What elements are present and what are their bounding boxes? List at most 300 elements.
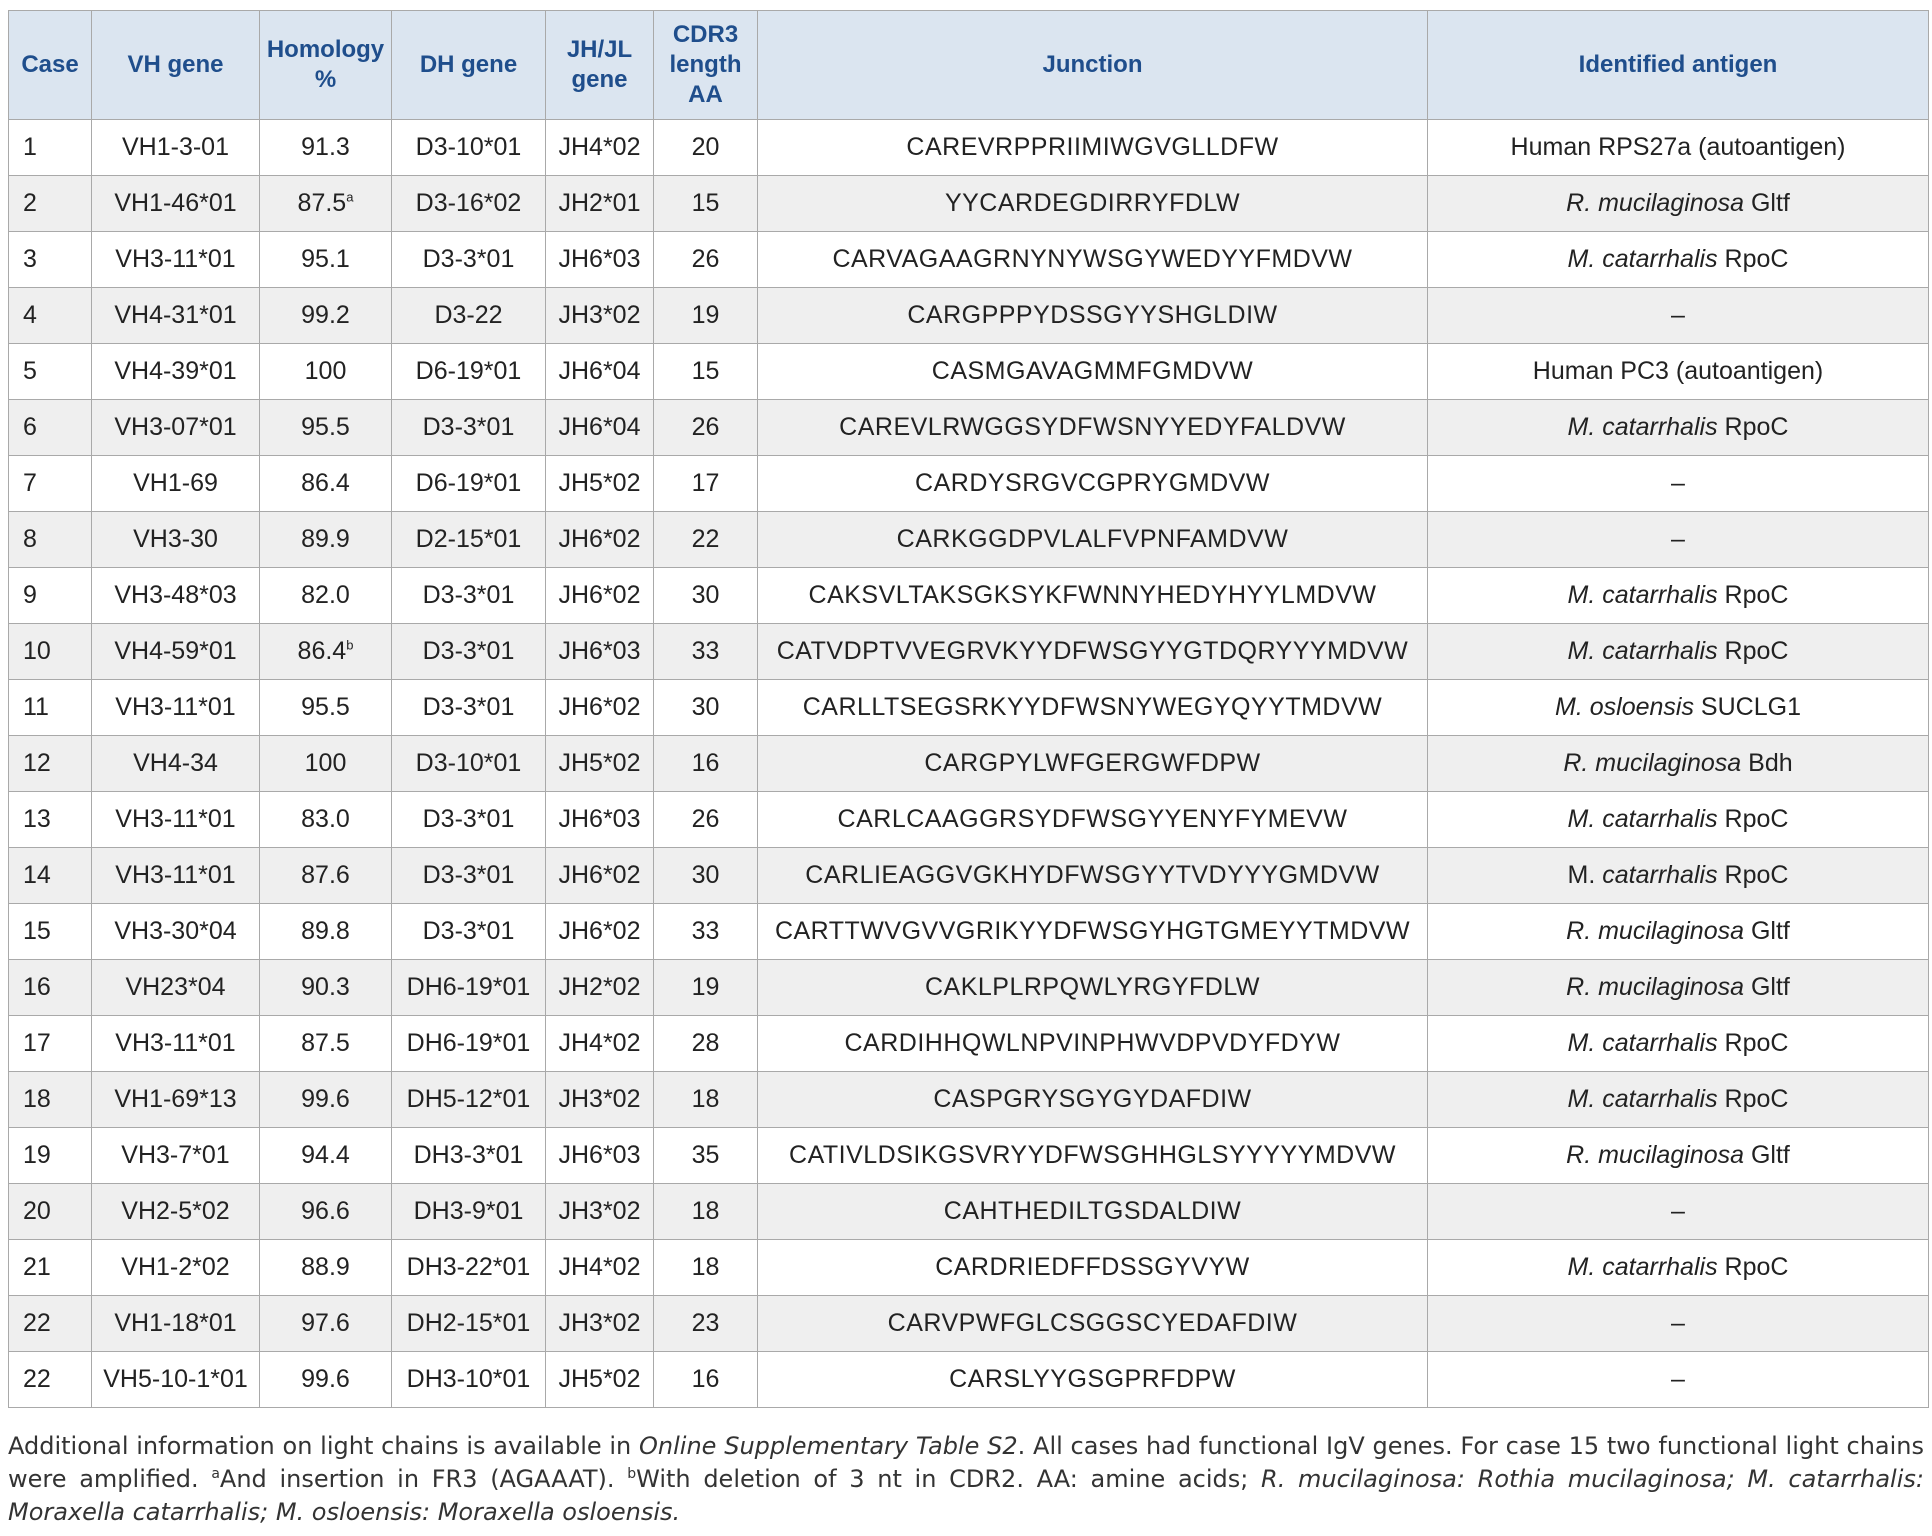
- jh-gene-cell: JH6*04: [546, 344, 654, 400]
- antigen-name: Bdh: [1741, 749, 1793, 777]
- dh-gene-cell: D3-3*01: [392, 624, 546, 680]
- table-row: [9, 1016, 1929, 1072]
- antigen-cell: [1428, 1016, 1929, 1072]
- dh-gene-cell: D3-10*01: [392, 120, 546, 176]
- homology-footnote-marker: a: [346, 189, 354, 205]
- homology-value: 90.3: [301, 973, 350, 1001]
- junction-cell: CAKSVLTAKSGKSYKFWNNYHEDYHYYLMDVW: [758, 568, 1428, 624]
- case-cell: 12: [9, 736, 92, 792]
- case-cell: 4: [9, 288, 92, 344]
- dh-gene-cell: D3-3*01: [392, 904, 546, 960]
- vh-gene-cell: VH3-7*01: [92, 1128, 260, 1184]
- header-label-line: %: [314, 66, 337, 93]
- antigen-organism: R. mucilaginosa: [1566, 1141, 1744, 1169]
- case-cell: 2: [9, 176, 92, 232]
- homology-value: 99.2: [301, 301, 350, 329]
- cdr3-length-cell: 26: [654, 400, 758, 456]
- jh-gene-cell: JH5*02: [546, 456, 654, 512]
- vh-gene-cell: VH3-48*03: [92, 568, 260, 624]
- table-row: [9, 1352, 1929, 1408]
- cdr3-length-cell: 35: [654, 1128, 758, 1184]
- junction-cell: CARTTWVGVVGRIKYYDFWSGYHGTGMEYYTMDVW: [758, 904, 1428, 960]
- homology-footnote-marker: b: [346, 637, 354, 653]
- antigen-name: RpoC: [1717, 637, 1789, 665]
- homology-cell: [260, 120, 392, 176]
- table-row: [9, 176, 1929, 232]
- antigen-name: Human PC3 (autoantigen): [1532, 357, 1824, 385]
- vh-gene-cell: VH1-18*01: [92, 1296, 260, 1352]
- table-row: [9, 232, 1929, 288]
- cdr3-length-cell: 16: [654, 1352, 758, 1408]
- header-case: [9, 11, 92, 120]
- jh-gene-cell: JH6*02: [546, 904, 654, 960]
- antigen-cell: [1428, 736, 1929, 792]
- dh-gene-cell: DH3-10*01: [392, 1352, 546, 1408]
- antigen-cell: [1428, 624, 1929, 680]
- antigen-organism: catarrhalis: [1602, 861, 1718, 889]
- table-row: [9, 1296, 1929, 1352]
- table-row: [9, 512, 1929, 568]
- antigen-name: SUCLG1: [1693, 693, 1801, 721]
- antigen-name: RpoC: [1717, 581, 1789, 609]
- junction-cell: CAHTHEDILTGSDALDIW: [758, 1184, 1428, 1240]
- footnote-text: With deletion of 3 nt in CDR2. AA: amine acids;: [636, 1465, 1262, 1493]
- junction-cell: CARLLTSEGSRKYYDFWSNYWEGYQYYTMDVW: [758, 680, 1428, 736]
- table-row: [9, 792, 1929, 848]
- jh-gene-cell: JH5*02: [546, 1352, 654, 1408]
- table-row: [9, 400, 1929, 456]
- antigen-name: RpoC: [1717, 245, 1789, 273]
- antigen-cell: [1428, 288, 1929, 344]
- table-row: [9, 344, 1929, 400]
- antigen-cell: [1428, 456, 1929, 512]
- antigen-prefix: M.: [1567, 861, 1603, 889]
- antigen-organism: R. mucilaginosa: [1566, 189, 1744, 217]
- antigen-cell: [1428, 1296, 1929, 1352]
- dh-gene-cell: DH2-15*01: [392, 1296, 546, 1352]
- antigen-cell: [1428, 792, 1929, 848]
- vh-gene-cell: VH3-30: [92, 512, 260, 568]
- homology-value: 95.5: [301, 413, 350, 441]
- table-footnote: [8, 1430, 1924, 1529]
- header-dh-gene: [392, 11, 546, 120]
- dh-gene-cell: D3-3*01: [392, 400, 546, 456]
- cdr3-length-cell: 18: [654, 1184, 758, 1240]
- antigen-organism: M. catarrhalis: [1567, 581, 1718, 609]
- homology-cell: [260, 1352, 392, 1408]
- antigen-name: Gltf: [1744, 973, 1790, 1001]
- vh-gene-cell: VH3-11*01: [92, 848, 260, 904]
- jh-gene-cell: JH6*03: [546, 232, 654, 288]
- junction-cell: CARGPPPYDSSGYYSHGLDIW: [758, 288, 1428, 344]
- dh-gene-cell: D3-10*01: [392, 736, 546, 792]
- vh-gene-cell: VH23*04: [92, 960, 260, 1016]
- cdr3-length-cell: 17: [654, 456, 758, 512]
- homology-value: 100: [304, 357, 347, 385]
- homology-value: 83.0: [301, 805, 350, 833]
- case-cell: 18: [9, 1072, 92, 1128]
- antigen-cell: [1428, 1128, 1929, 1184]
- table-row: [9, 456, 1929, 512]
- homology-value: 86.4: [297, 637, 347, 665]
- antigen-cell: [1428, 848, 1929, 904]
- antigen-cell: [1428, 120, 1929, 176]
- dh-gene-cell: DH3-22*01: [392, 1240, 546, 1296]
- cdr3-length-cell: 20: [654, 120, 758, 176]
- jh-gene-cell: JH3*02: [546, 1296, 654, 1352]
- header-label-line: gene: [571, 66, 628, 93]
- cdr3-length-cell: 26: [654, 232, 758, 288]
- homology-cell: [260, 904, 392, 960]
- header-label-line: AA: [688, 81, 723, 108]
- jh-gene-cell: JH6*02: [546, 568, 654, 624]
- jh-gene-cell: JH4*02: [546, 120, 654, 176]
- vh-gene-cell: VH3-11*01: [92, 1016, 260, 1072]
- table-row: [9, 624, 1929, 680]
- homology-value: 96.6: [301, 1197, 350, 1225]
- header-label-line: Case: [21, 51, 79, 78]
- jh-gene-cell: JH6*03: [546, 792, 654, 848]
- footnote-marker-b: b: [627, 1466, 637, 1482]
- table-row: [9, 848, 1929, 904]
- dh-gene-cell: D6-19*01: [392, 456, 546, 512]
- dh-gene-cell: D3-16*02: [392, 176, 546, 232]
- jh-gene-cell: JH6*02: [546, 848, 654, 904]
- cdr3-length-cell: 19: [654, 288, 758, 344]
- homology-value: 99.6: [301, 1365, 350, 1393]
- homology-cell: [260, 848, 392, 904]
- dh-gene-cell: DH6-19*01: [392, 960, 546, 1016]
- junction-cell: CARVPWFGLCSGGSCYEDAFDIW: [758, 1296, 1428, 1352]
- header-vh-gene: [92, 11, 260, 120]
- case-cell: 16: [9, 960, 92, 1016]
- vh-gene-cell: VH1-2*02: [92, 1240, 260, 1296]
- case-cell: 3: [9, 232, 92, 288]
- homology-cell: [260, 512, 392, 568]
- vh-gene-cell: VH4-34: [92, 736, 260, 792]
- antigen-name: RpoC: [1717, 1085, 1789, 1113]
- cdr3-length-cell: 30: [654, 568, 758, 624]
- header-label-line: VH gene: [127, 51, 224, 78]
- vh-gene-cell: VH4-39*01: [92, 344, 260, 400]
- table-row: [9, 1128, 1929, 1184]
- case-cell: 22: [9, 1352, 92, 1408]
- homology-value: 95.5: [301, 693, 350, 721]
- homology-value: 86.4: [301, 469, 350, 497]
- antigen-organism: M. catarrhalis: [1567, 805, 1718, 833]
- table-row: [9, 1240, 1929, 1296]
- homology-value: 95.1: [301, 245, 350, 273]
- dh-gene-cell: D3-3*01: [392, 680, 546, 736]
- junction-cell: CARLCAAGGRSYDFWSGYYENYFYMEVW: [758, 792, 1428, 848]
- footnote-table-ref: Online Supplementary Table S2: [639, 1432, 1018, 1460]
- antibody-table-container: [8, 10, 1928, 1408]
- antigen-name: Human RPS27a (autoantigen): [1510, 133, 1846, 161]
- vh-gene-cell: VH1-46*01: [92, 176, 260, 232]
- vh-gene-cell: VH3-30*04: [92, 904, 260, 960]
- antigen-name: –: [1671, 1197, 1685, 1225]
- homology-value: 99.6: [301, 1085, 350, 1113]
- dh-gene-cell: D3-3*01: [392, 792, 546, 848]
- antigen-name: RpoC: [1717, 1253, 1789, 1281]
- footnote-marker-a: a: [211, 1466, 220, 1482]
- homology-cell: [260, 1184, 392, 1240]
- homology-cell: [260, 344, 392, 400]
- dh-gene-cell: D3-3*01: [392, 848, 546, 904]
- antigen-organism: M. catarrhalis: [1567, 1029, 1718, 1057]
- dh-gene-cell: D3-22: [392, 288, 546, 344]
- table-row: [9, 288, 1929, 344]
- antigen-cell: [1428, 512, 1929, 568]
- dh-gene-cell: DH5-12*01: [392, 1072, 546, 1128]
- antigen-organism: M. catarrhalis: [1567, 1085, 1718, 1113]
- junction-cell: CAREVLRWGGSYDFWSNYYEDYFALDVW: [758, 400, 1428, 456]
- footnote-text: . All cases had functional IgV genes. For case 15 two functional light chains were amplified.: [8, 1432, 1924, 1493]
- case-cell: 13: [9, 792, 92, 848]
- junction-cell: CASMGAVAGMMFGMDVW: [758, 344, 1428, 400]
- header-label-line: DH gene: [419, 51, 518, 78]
- footnote-text: Additional information on light chains is available in: [8, 1432, 640, 1460]
- junction-cell: CATIVLDSIKGSVRYYDFWSGHHGLSYYYYYMDVW: [758, 1128, 1428, 1184]
- antigen-organism: M. catarrhalis: [1567, 1253, 1718, 1281]
- jh-gene-cell: JH6*02: [546, 680, 654, 736]
- case-cell: 7: [9, 456, 92, 512]
- dh-gene-cell: D3-3*01: [392, 568, 546, 624]
- case-cell: 19: [9, 1128, 92, 1184]
- homology-cell: [260, 624, 392, 680]
- antigen-name: –: [1671, 525, 1685, 553]
- dh-gene-cell: D6-19*01: [392, 344, 546, 400]
- junction-cell: CARLIEAGGVGKHYDFWSGYYTVDYYYGMDVW: [758, 848, 1428, 904]
- homology-cell: [260, 288, 392, 344]
- vh-gene-cell: VH1-69: [92, 456, 260, 512]
- case-cell: 6: [9, 400, 92, 456]
- homology-value: 88.9: [301, 1253, 350, 1281]
- jh-gene-cell: JH3*02: [546, 1184, 654, 1240]
- antigen-cell: [1428, 1072, 1929, 1128]
- table-row: [9, 568, 1929, 624]
- case-cell: 22: [9, 1296, 92, 1352]
- header-identified-antigen: [1428, 11, 1929, 120]
- jh-gene-cell: JH6*02: [546, 512, 654, 568]
- antigen-cell: [1428, 1352, 1929, 1408]
- cdr3-length-cell: 15: [654, 344, 758, 400]
- homology-cell: [260, 400, 392, 456]
- antigen-name: RpoC: [1717, 805, 1789, 833]
- vh-gene-cell: VH4-31*01: [92, 288, 260, 344]
- jh-gene-cell: JH2*01: [546, 176, 654, 232]
- vh-gene-cell: VH5-10-1*01: [92, 1352, 260, 1408]
- cdr3-length-cell: 23: [654, 1296, 758, 1352]
- antigen-cell: [1428, 960, 1929, 1016]
- antigen-name: –: [1671, 301, 1685, 329]
- case-cell: 21: [9, 1240, 92, 1296]
- junction-cell: CARVAGAAGRNYNYWSGYWEDYYFMDVW: [758, 232, 1428, 288]
- header-label-line: JH/JL: [566, 36, 633, 63]
- table-row: [9, 680, 1929, 736]
- homology-cell: [260, 232, 392, 288]
- homology-cell: [260, 960, 392, 1016]
- antigen-cell: [1428, 1240, 1929, 1296]
- vh-gene-cell: VH3-11*01: [92, 792, 260, 848]
- antigen-name: RpoC: [1717, 1029, 1789, 1057]
- homology-cell: [260, 568, 392, 624]
- junction-cell: CARKGGDPVLALFVPNFAMDVW: [758, 512, 1428, 568]
- jh-gene-cell: JH3*02: [546, 1072, 654, 1128]
- case-cell: 9: [9, 568, 92, 624]
- cdr3-length-cell: 28: [654, 1016, 758, 1072]
- case-cell: 11: [9, 680, 92, 736]
- header-cdr3-length: [654, 11, 758, 120]
- antigen-organism: M. catarrhalis: [1567, 413, 1718, 441]
- header-junction: [758, 11, 1428, 120]
- antibody-table: [8, 10, 1929, 1408]
- homology-cell: [260, 792, 392, 848]
- cdr3-length-cell: 33: [654, 904, 758, 960]
- junction-cell: CARDIHHQWLNPVINPHWVDPVDYFDYW: [758, 1016, 1428, 1072]
- homology-value: 89.8: [301, 917, 350, 945]
- dh-gene-cell: DH3-3*01: [392, 1128, 546, 1184]
- junction-cell: CARSLYYGSGPRFDPW: [758, 1352, 1428, 1408]
- case-cell: 5: [9, 344, 92, 400]
- antigen-name: Gltf: [1744, 917, 1790, 945]
- antigen-cell: [1428, 344, 1929, 400]
- antigen-cell: [1428, 568, 1929, 624]
- antigen-organism: M. catarrhalis: [1567, 245, 1718, 273]
- homology-cell: [260, 680, 392, 736]
- antigen-organism: R. mucilaginosa: [1566, 973, 1744, 1001]
- jh-gene-cell: JH6*03: [546, 624, 654, 680]
- dh-gene-cell: DH3-9*01: [392, 1184, 546, 1240]
- homology-value: 89.9: [301, 525, 350, 553]
- table-row: [9, 960, 1929, 1016]
- junction-cell: CARDYSRGVCGPRYGMDVW: [758, 456, 1428, 512]
- case-cell: 15: [9, 904, 92, 960]
- antigen-organism: R. mucilaginosa: [1566, 917, 1744, 945]
- antigen-organism: M. osloensis: [1555, 693, 1694, 721]
- cdr3-length-cell: 22: [654, 512, 758, 568]
- dh-gene-cell: DH6-19*01: [392, 1016, 546, 1072]
- cdr3-length-cell: 18: [654, 1072, 758, 1128]
- homology-value: 82.0: [301, 581, 350, 609]
- header-label-line: Junction: [1042, 51, 1143, 78]
- footnote-text: And insertion in FR3 (AGAAAT).: [219, 1465, 628, 1493]
- homology-cell: [260, 1072, 392, 1128]
- homology-cell: [260, 736, 392, 792]
- junction-cell: CARDRIEDFFDSSGYVYW: [758, 1240, 1428, 1296]
- junction-cell: CATVDPTVVEGRVKYYDFWSGYYGTDQRYYYMDVW: [758, 624, 1428, 680]
- antigen-organism: R. mucilaginosa: [1563, 749, 1742, 777]
- case-cell: 1: [9, 120, 92, 176]
- jh-gene-cell: JH4*02: [546, 1016, 654, 1072]
- jh-gene-cell: JH6*04: [546, 400, 654, 456]
- footnote-abbreviations: R. mucilaginosa: Rothia mucilaginosa; M. catarrhalis: Moraxella catarrhalis; M. osloensis: Moraxella osloensis.: [8, 1465, 1924, 1526]
- antigen-name: –: [1671, 1365, 1685, 1393]
- header-label-line: Identified antigen: [1578, 51, 1778, 78]
- antigen-cell: [1428, 232, 1929, 288]
- homology-value: 87.5: [301, 1029, 350, 1057]
- case-cell: 10: [9, 624, 92, 680]
- antigen-organism: M. catarrhalis: [1567, 637, 1718, 665]
- vh-gene-cell: VH2-5*02: [92, 1184, 260, 1240]
- table-body: [9, 120, 1929, 1408]
- antigen-name: RpoC: [1717, 413, 1789, 441]
- homology-value: 94.4: [301, 1141, 350, 1169]
- jh-gene-cell: JH5*02: [546, 736, 654, 792]
- case-cell: 8: [9, 512, 92, 568]
- homology-cell: [260, 456, 392, 512]
- homology-value: 87.6: [301, 861, 350, 889]
- header-label-line: CDR3: [672, 21, 739, 48]
- homology-cell: [260, 176, 392, 232]
- junction-cell: CAREVRPPRIIMIWGVGLLDFW: [758, 120, 1428, 176]
- jh-gene-cell: JH6*03: [546, 1128, 654, 1184]
- cdr3-length-cell: 33: [654, 624, 758, 680]
- header-jh-gene: [546, 11, 654, 120]
- vh-gene-cell: VH1-3-01: [92, 120, 260, 176]
- jh-gene-cell: JH3*02: [546, 288, 654, 344]
- homology-cell: [260, 1240, 392, 1296]
- cdr3-length-cell: 16: [654, 736, 758, 792]
- antigen-name: –: [1671, 469, 1685, 497]
- table-row: [9, 120, 1929, 176]
- case-cell: 14: [9, 848, 92, 904]
- vh-gene-cell: VH3-11*01: [92, 232, 260, 288]
- homology-value: 97.6: [301, 1309, 350, 1337]
- antigen-cell: [1428, 176, 1929, 232]
- homology-value: 91.3: [301, 133, 350, 161]
- vh-gene-cell: VH1-69*13: [92, 1072, 260, 1128]
- dh-gene-cell: D2-15*01: [392, 512, 546, 568]
- header-homology: [260, 11, 392, 120]
- header-label-line: length: [669, 51, 742, 78]
- antigen-name: RpoC: [1717, 861, 1789, 889]
- jh-gene-cell: JH2*02: [546, 960, 654, 1016]
- cdr3-length-cell: 18: [654, 1240, 758, 1296]
- vh-gene-cell: VH3-07*01: [92, 400, 260, 456]
- homology-cell: [260, 1016, 392, 1072]
- table-row: [9, 904, 1929, 960]
- homology-cell: [260, 1128, 392, 1184]
- antigen-name: Gltf: [1744, 189, 1790, 217]
- junction-cell: YYCARDEGDIRRYFDLW: [758, 176, 1428, 232]
- jh-gene-cell: JH4*02: [546, 1240, 654, 1296]
- junction-cell: CARGPYLWFGERGWFDPW: [758, 736, 1428, 792]
- antigen-cell: [1428, 904, 1929, 960]
- cdr3-length-cell: 15: [654, 176, 758, 232]
- table-header-row: [9, 11, 1929, 120]
- antigen-cell: [1428, 680, 1929, 736]
- case-cell: 17: [9, 1016, 92, 1072]
- cdr3-length-cell: 19: [654, 960, 758, 1016]
- homology-value: 87.5: [297, 189, 347, 217]
- antigen-name: –: [1671, 1309, 1685, 1337]
- table-row: [9, 1184, 1929, 1240]
- homology-value: 100: [304, 749, 347, 777]
- vh-gene-cell: VH3-11*01: [92, 680, 260, 736]
- cdr3-length-cell: 30: [654, 848, 758, 904]
- antigen-cell: [1428, 400, 1929, 456]
- antigen-cell: [1428, 1184, 1929, 1240]
- homology-cell: [260, 1296, 392, 1352]
- case-cell: 20: [9, 1184, 92, 1240]
- cdr3-length-cell: 30: [654, 680, 758, 736]
- vh-gene-cell: VH4-59*01: [92, 624, 260, 680]
- cdr3-length-cell: 26: [654, 792, 758, 848]
- junction-cell: CASPGRYSGYGYDAFDIW: [758, 1072, 1428, 1128]
- table-row: [9, 736, 1929, 792]
- header-label-line: Homology: [266, 36, 385, 63]
